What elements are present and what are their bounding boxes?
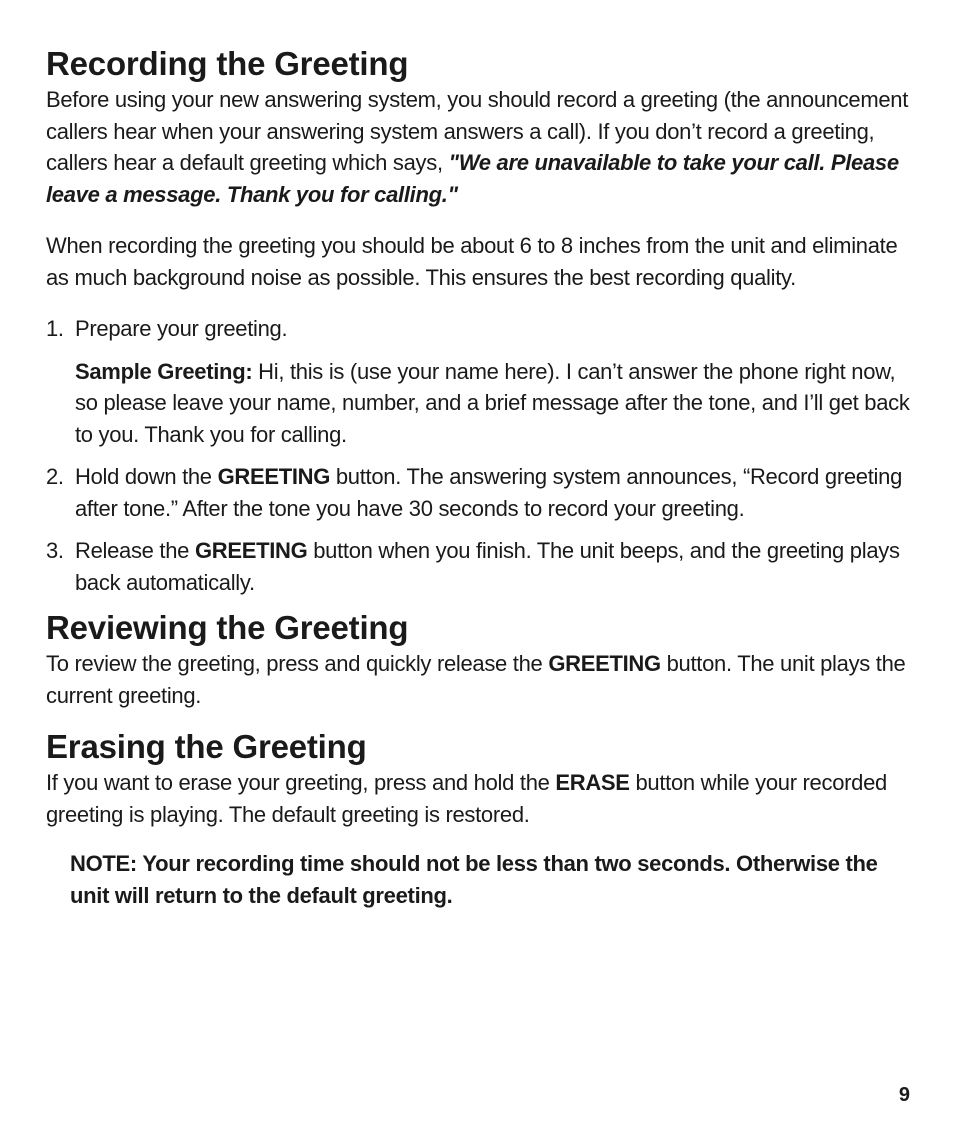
- step-number: 1.: [46, 316, 64, 341]
- step-number: 2.: [46, 464, 64, 489]
- erasing-heading: Erasing the Greeting: [46, 728, 367, 765]
- spacer: [46, 598, 912, 608]
- step-text: Release the GREETING button when you finish. The unit beeps, and the greeting plays back automatically.: [75, 538, 900, 595]
- sample-greeting: [46, 356, 912, 451]
- recording-time-note: NOTE: Your recording time should not be less than two seconds. Otherwise the unit will return to the default greeting.: [70, 851, 878, 908]
- recording-distance-text: When recording the greeting you should be about 6 to 8 inches from the unit and eliminate as much background noise as possible. This ensures the best recording quality.: [46, 233, 898, 290]
- recording-heading: Recording the Greeting: [46, 45, 409, 82]
- manual-page: [46, 44, 912, 912]
- default-greeting-quote: "We are unavailable to take your call. Please leave a message. Thank you for calling.": [46, 150, 899, 207]
- spacer: [46, 293, 912, 313]
- spacer: [46, 830, 912, 848]
- step-item: [46, 461, 912, 524]
- step-text: Hold down the GREETING button. The answering system announces, “Record greeting after tone.” After the tone you have 30 seconds to record your greeting.: [75, 464, 903, 521]
- spacer: [46, 210, 912, 230]
- recording-intro-text: Before using your new answering system, you should record a greeting (the announcement callers hear when your answering system answers a call). If you don’t record a greeting, callers hear a default greeting which says,: [46, 87, 909, 175]
- sample-greeting-label: Sample Greeting:: [75, 358, 253, 384]
- greeting-button-label: GREETING: [217, 464, 331, 489]
- page-number: 9: [898, 1084, 910, 1106]
- greeting-button-label: GREETING: [194, 538, 308, 563]
- step-item: [46, 313, 912, 450]
- recording-steps: [46, 313, 912, 598]
- erase-button-label: ERASE: [555, 770, 630, 795]
- step-number: 3.: [46, 538, 64, 563]
- step-item: [46, 535, 912, 598]
- recording-intro: [46, 84, 912, 210]
- erasing-text: If you want to erase your greeting, press and hold the ERASE button while your recorded greeting is playing. The default greeting is restored.: [46, 770, 887, 827]
- reviewing-heading: Reviewing the Greeting: [46, 609, 409, 646]
- greeting-button-label: GREETING: [548, 651, 661, 676]
- sample-greeting-text: Hi, this is (use your name here). I can’t answer the phone right now, so please leave your name, number, and a brief message after the tone, and I’ll get back to you. Thank you for calling.: [75, 358, 910, 447]
- step-text: Prepare your greeting.: [75, 316, 288, 341]
- reviewing-text: To review the greeting, press and quickly release the GREETING button. The unit plays the current greeting.: [46, 651, 906, 708]
- spacer: [46, 711, 912, 727]
